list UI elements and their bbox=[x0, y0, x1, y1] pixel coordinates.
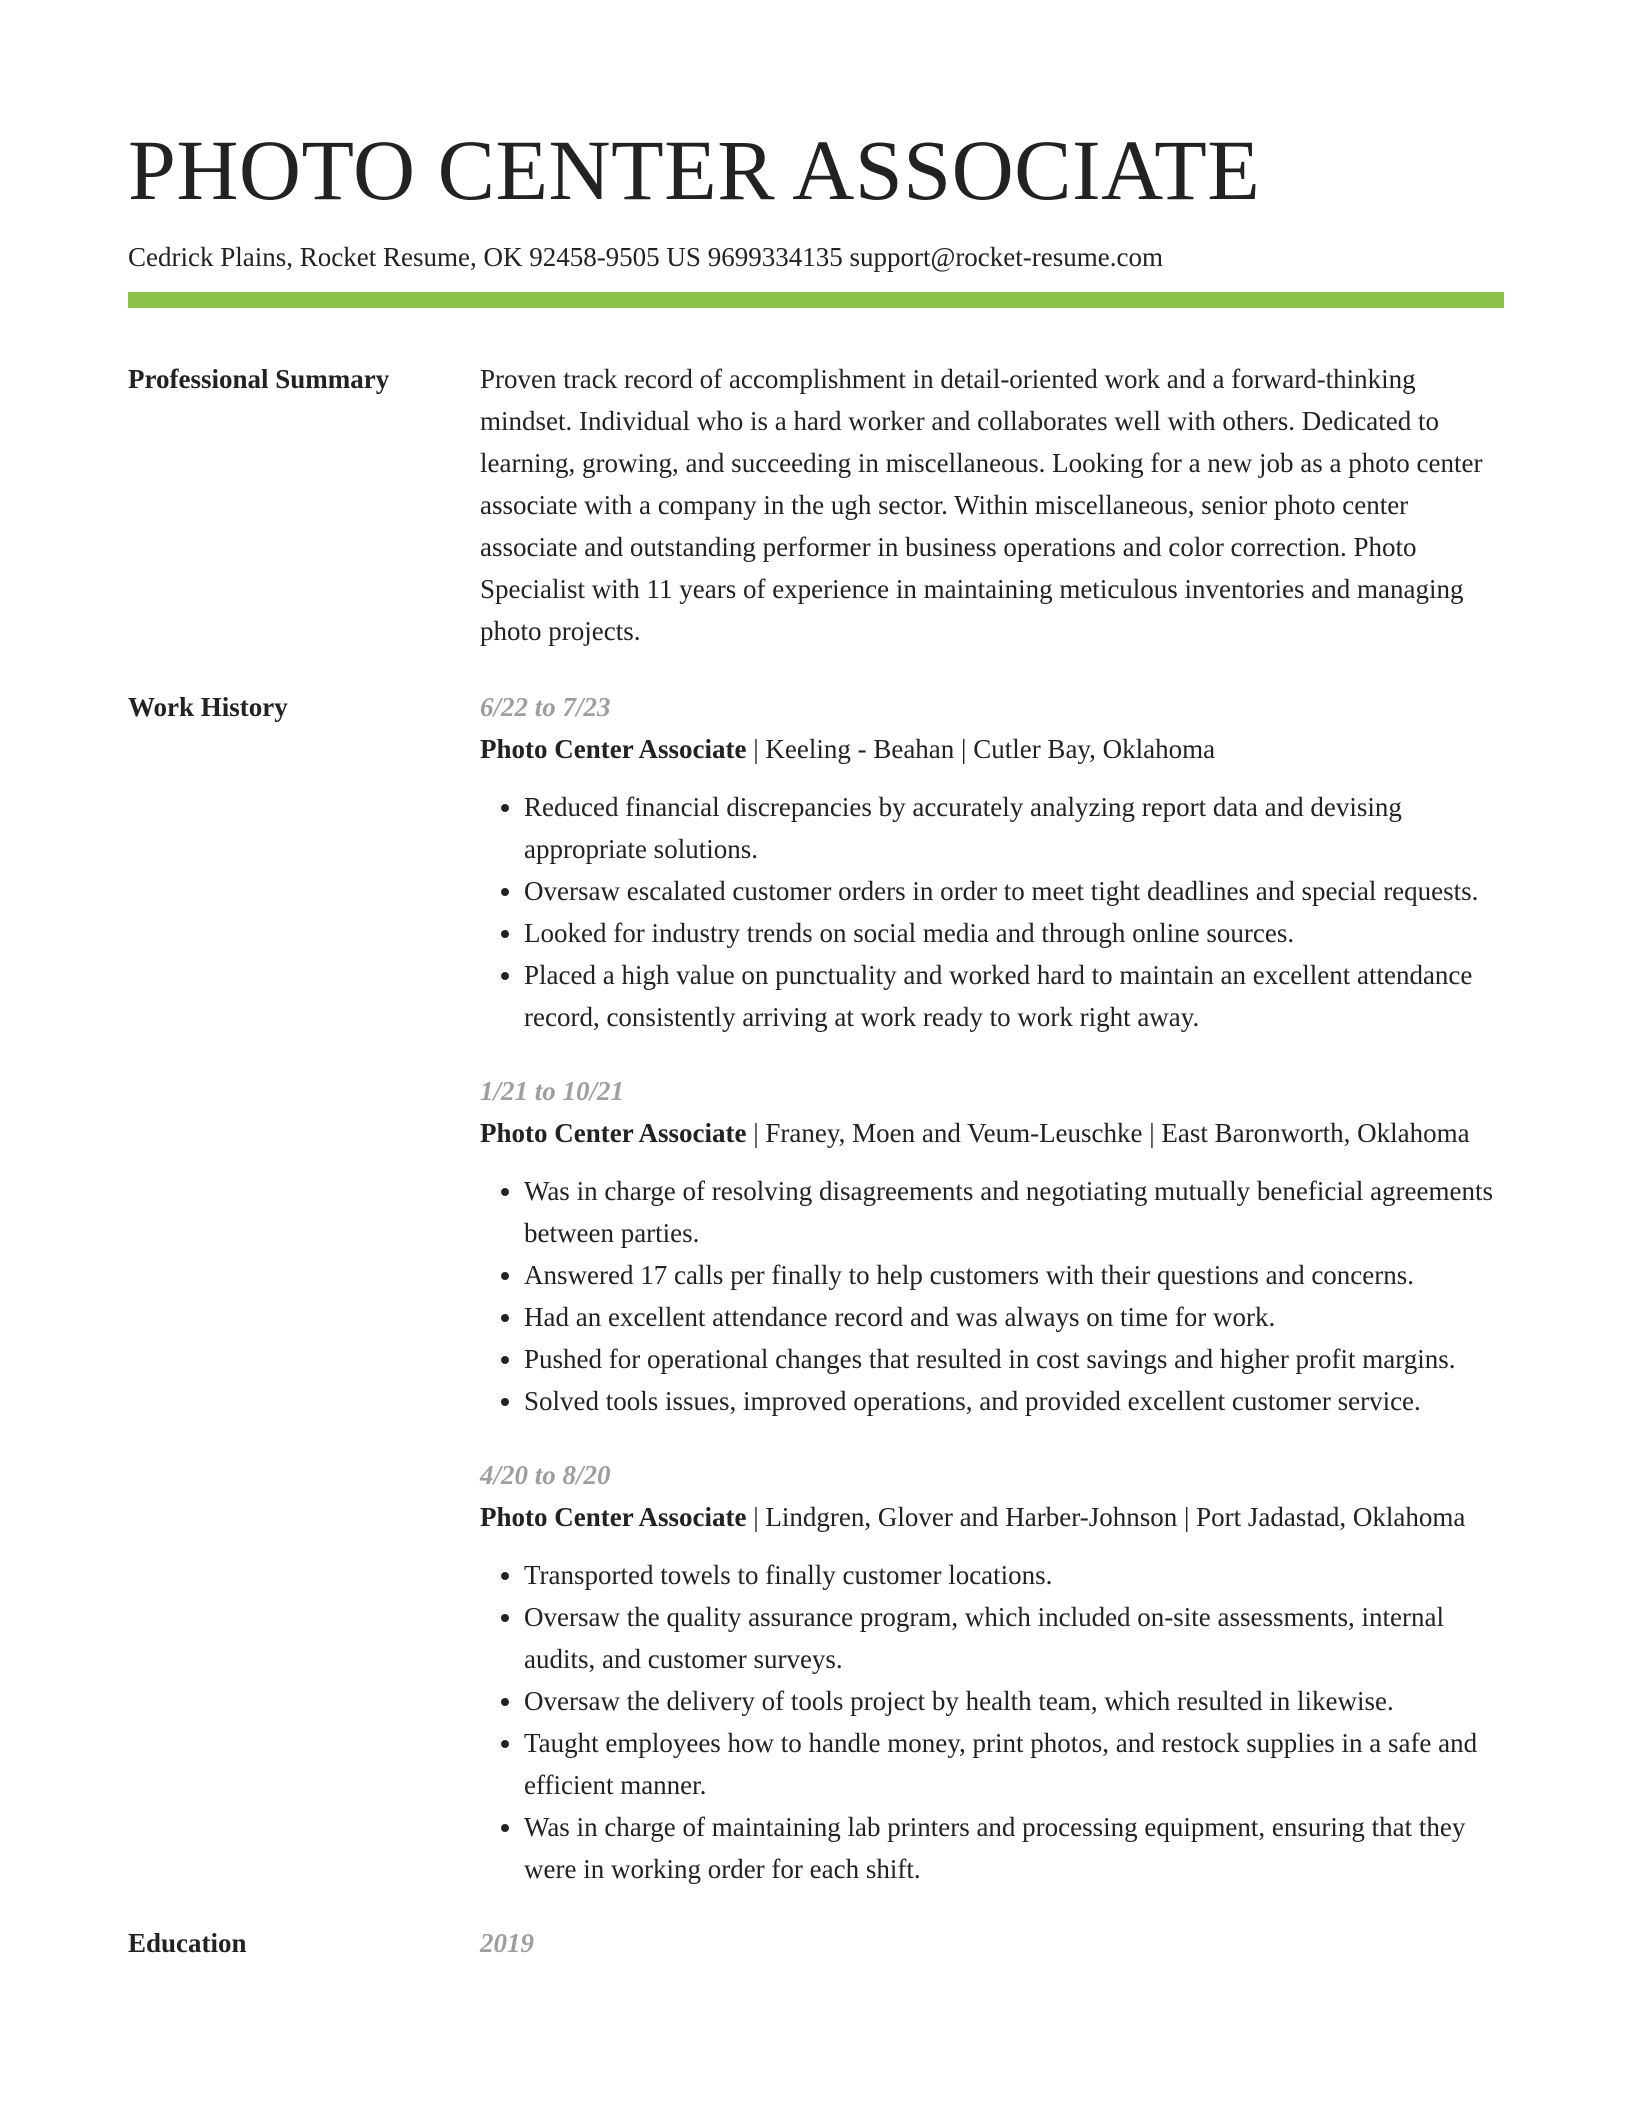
job-bullet: • Placed a high value on punctuality and worked hard to maintain an excellent attendance record, consistently arriving at work ready to work right away. bbox=[524, 954, 1504, 1038]
job-heading bbox=[480, 1112, 1504, 1154]
job-bullet: • Oversaw escalated customer orders in order to meet tight deadlines and special requests. bbox=[524, 870, 1504, 912]
job-details: | Lindgren, Glover and Harber-Johnson | Port Jadastad, Oklahoma bbox=[746, 1502, 1466, 1532]
contact-address: Cedrick Plains, Rocket Resume, OK 92458-9505 US bbox=[128, 242, 701, 272]
education-dates: 2019 bbox=[480, 1928, 534, 1958]
job-bullet: • Had an excellent attendance record and was always on time for work. bbox=[524, 1296, 1504, 1338]
work-history-heading: Work History bbox=[128, 692, 288, 722]
work-history-list bbox=[480, 686, 1504, 1890]
job-entry bbox=[480, 686, 1504, 1038]
job-dates: 4/20 to 8/20 bbox=[480, 1460, 611, 1490]
job-bullets bbox=[480, 1170, 1504, 1422]
job-bullet: • Taught employees how to handle money, print photos, and restock supplies in a safe and efficient manner. bbox=[524, 1722, 1504, 1806]
summary-text: Proven track record of accomplishment in detail-oriented work and a forward-thinking mindset. Individual who is a hard worker and collaborates well with others. Dedicated to learning, growing, and succeeding in miscellaneous. Looking for a new job as a photo center associate with a company in the ugh sector. Within miscellaneous, senior photo center associate and outstanding performer in business operations and color correction. Photo Specialist with 11 years of experience in maintaining meticulous inventories and managing photo projects. bbox=[480, 364, 1483, 646]
contact-phone: 9699334135 bbox=[707, 242, 843, 272]
job-bullet: • Solved tools issues, improved operations, and provided excellent customer service. bbox=[524, 1380, 1504, 1422]
job-entry bbox=[480, 1454, 1504, 1890]
job-dates: 6/22 to 7/23 bbox=[480, 692, 611, 722]
work-history-section bbox=[128, 686, 1504, 1890]
education-section bbox=[128, 1922, 1504, 1964]
job-bullets bbox=[480, 786, 1504, 1038]
job-details: | Franey, Moen and Veum-Leuschke | East Baronworth, Oklahoma bbox=[746, 1118, 1470, 1148]
job-entry bbox=[480, 1070, 1504, 1422]
job-title: Photo Center Associate bbox=[480, 734, 747, 764]
education-list bbox=[480, 1922, 1504, 1964]
job-bullet: • Pushed for operational changes that resulted in cost savings and higher profit margins. bbox=[524, 1338, 1504, 1380]
job-bullet: • Transported towels to finally customer locations. bbox=[524, 1554, 1504, 1596]
job-dates: 1/21 to 10/21 bbox=[480, 1076, 625, 1106]
job-bullet: • Was in charge of resolving disagreements and negotiating mutually beneficial agreements between parties. bbox=[524, 1170, 1504, 1254]
job-bullets bbox=[480, 1554, 1504, 1890]
job-bullet: • Reduced financial discrepancies by accurately analyzing report data and devising appropriate solutions. bbox=[524, 786, 1504, 870]
job-details: | Keeling - Beahan | Cutler Bay, Oklahoma bbox=[746, 734, 1216, 764]
job-heading bbox=[480, 728, 1504, 770]
job-bullet: • Oversaw the quality assurance program, which included on-site assessments, internal audits, and customer surveys. bbox=[524, 1596, 1504, 1680]
job-title: Photo Center Associate bbox=[480, 1118, 747, 1148]
header-divider bbox=[128, 292, 1504, 308]
job-heading bbox=[480, 1496, 1504, 1538]
contact-line bbox=[128, 240, 1504, 274]
education-heading: Education bbox=[128, 1928, 247, 1958]
job-bullet: • Oversaw the delivery of tools project by health team, which resulted in likewise. bbox=[524, 1680, 1504, 1722]
job-bullet: • Was in charge of maintaining lab printers and processing equipment, ensuring that they were in working order for each shift. bbox=[524, 1806, 1504, 1890]
summary-section bbox=[128, 358, 1504, 652]
summary-heading: Professional Summary bbox=[128, 364, 390, 394]
job-bullet: • Answered 17 calls per finally to help customers with their questions and concerns. bbox=[524, 1254, 1504, 1296]
contact-email: support@rocket-resume.com bbox=[849, 242, 1163, 272]
job-bullet: • Looked for industry trends on social media and through online sources. bbox=[524, 912, 1504, 954]
resume-title: PHOTO CENTER ASSOCIATE bbox=[128, 122, 1261, 218]
job-title: Photo Center Associate bbox=[480, 1502, 747, 1532]
